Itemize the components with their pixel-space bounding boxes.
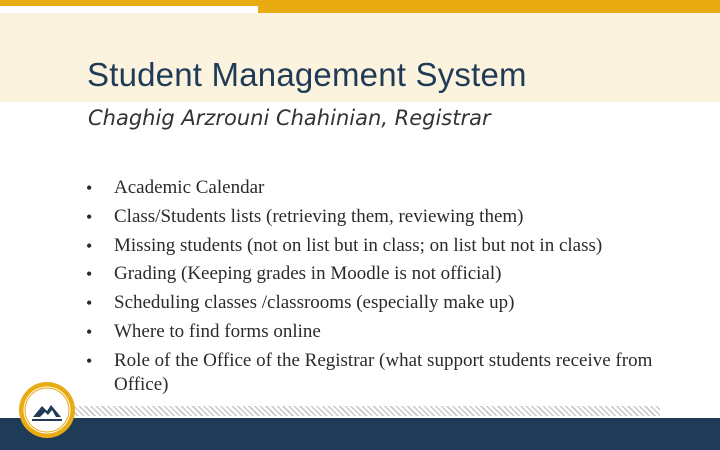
slide-subtitle: Chaghig Arzrouni Chahinian, Registrar <box>88 106 491 130</box>
bullet-text: Academic Calendar <box>114 177 265 198</box>
bullet-dot: • <box>86 321 93 342</box>
bullet-text: Missing students (not on list but in class; on list but not in class) <box>114 234 603 256</box>
bullet-text: Scheduling classes /classrooms (especially make up) <box>114 292 515 314</box>
university-seal-icon <box>18 381 76 439</box>
hatched-divider <box>60 406 660 416</box>
bullet-list <box>86 176 676 402</box>
bullet-item <box>86 320 676 344</box>
bullet-item <box>86 205 676 229</box>
bullet-dot: • <box>86 235 93 256</box>
bullet-dot: • <box>86 293 93 314</box>
bullet-item <box>86 176 676 200</box>
bullet-text: Class/Students lists (retrieving them, reviewing them) <box>114 205 524 227</box>
bullet-dot: • <box>86 206 93 227</box>
bullet-dot: • <box>86 264 93 285</box>
bullet-text: Role of the Office of the Registrar (what support students receive from Office) <box>114 349 653 395</box>
bullet-text: Grading (Keeping grades in Moodle is not official) <box>114 263 502 285</box>
bullet-item <box>86 291 676 315</box>
bullet-dot: • <box>86 178 93 198</box>
bullet-item <box>86 262 676 286</box>
bullet-dot: • <box>86 350 93 371</box>
top-accent-bar <box>258 0 720 13</box>
bullet-item <box>86 234 676 258</box>
bullet-item <box>86 349 676 397</box>
bullet-text: Where to find forms online <box>114 320 321 342</box>
bottom-bar <box>0 418 720 450</box>
slide-title: Student Management System <box>87 56 527 93</box>
top-accent-bar-left <box>0 0 258 6</box>
